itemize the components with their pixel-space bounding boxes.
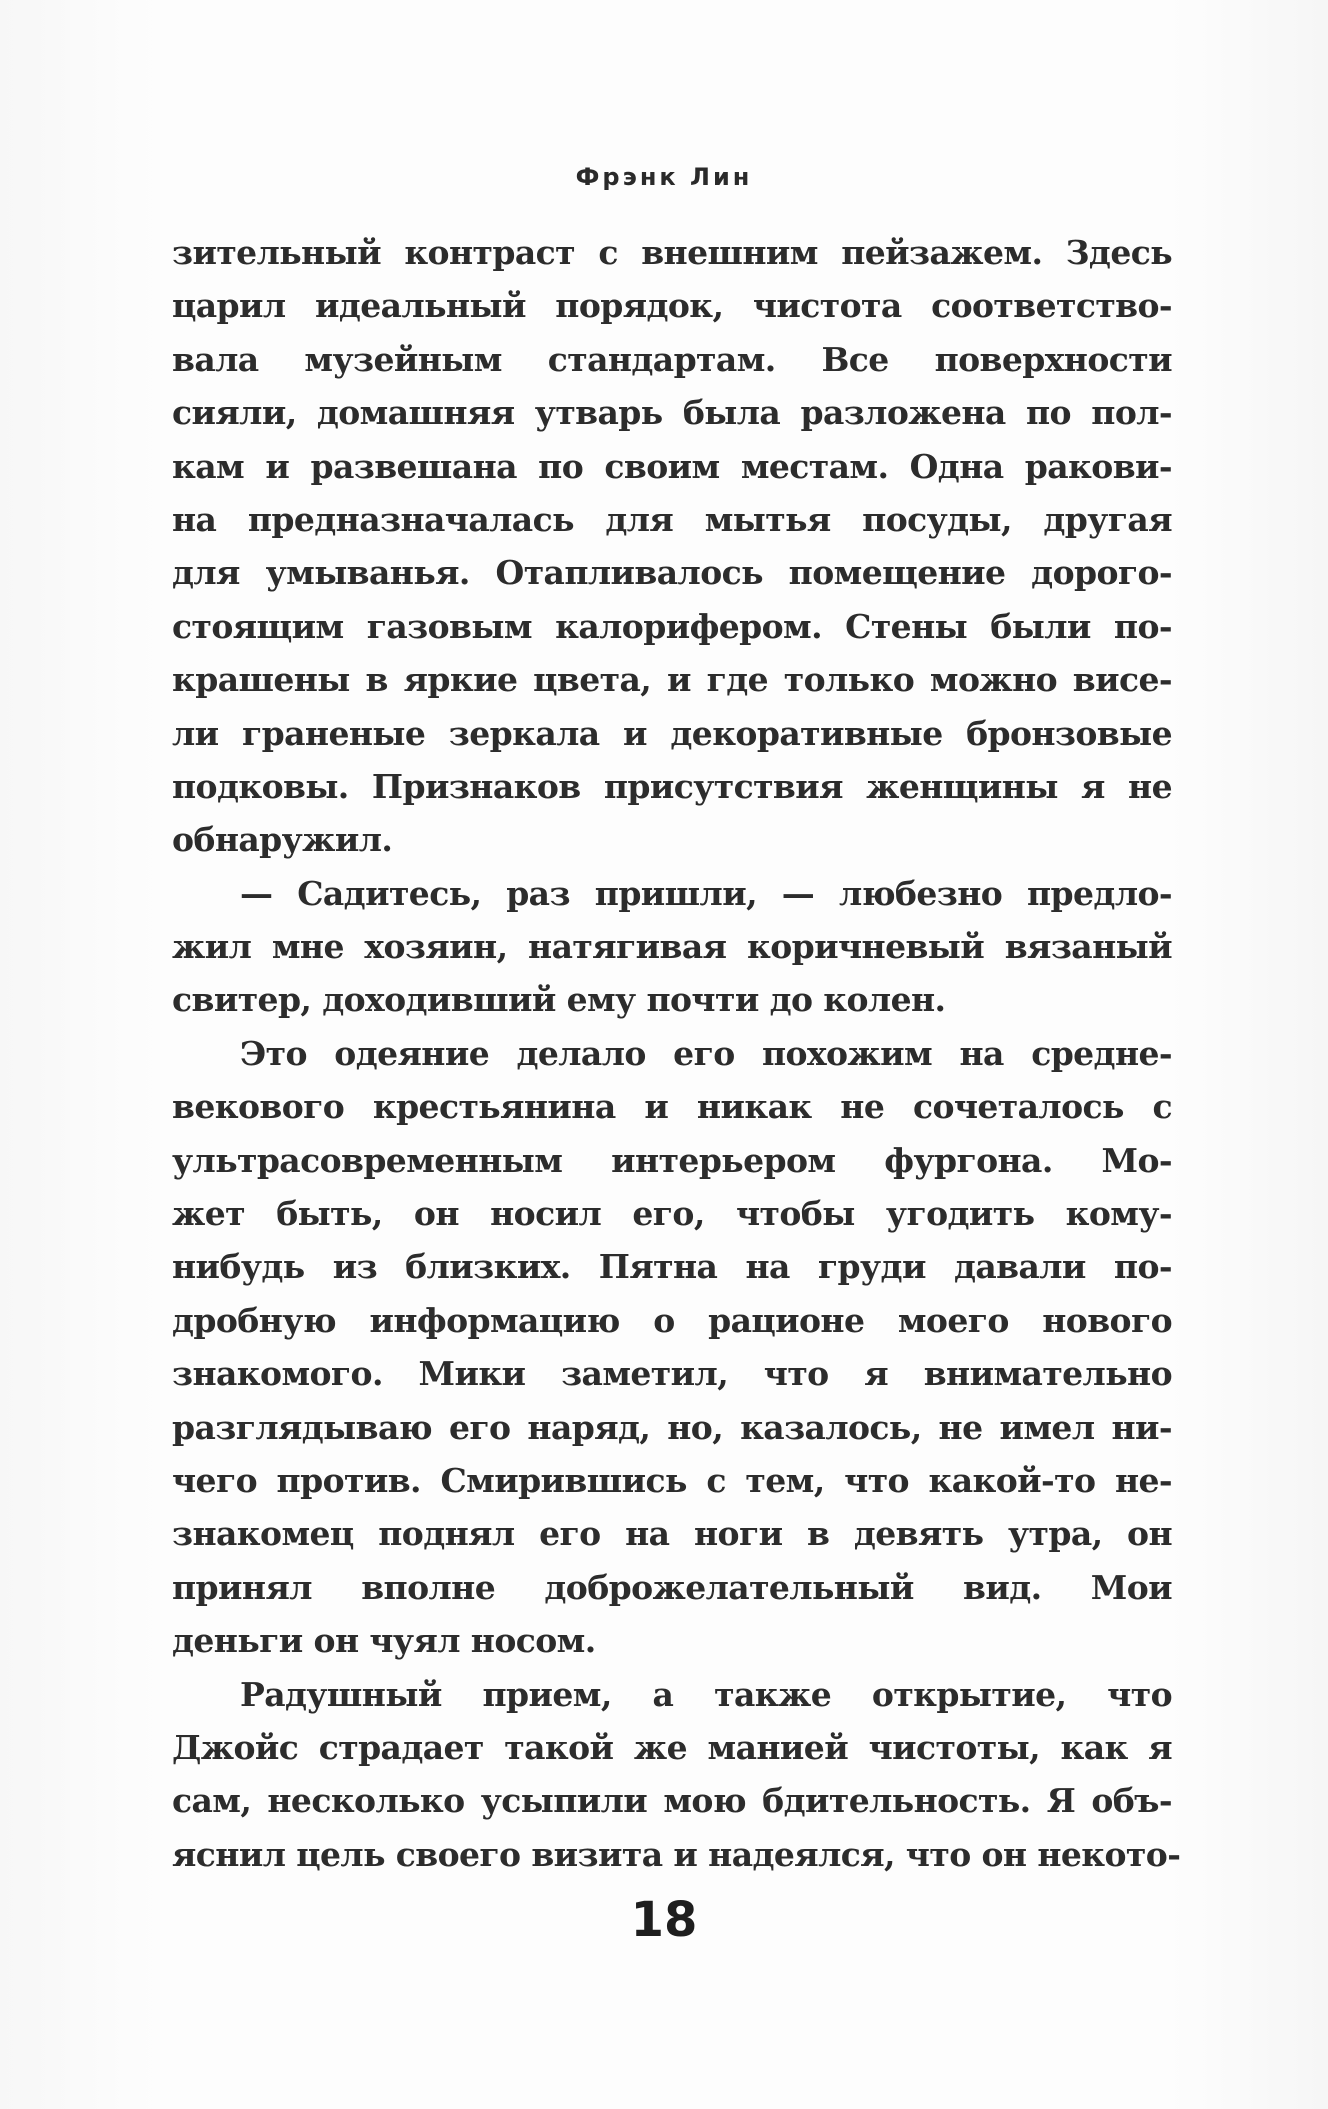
page-number: 18 <box>630 1892 698 1948</box>
text-line: жил мне хозяин, натягивая коричневый вязаный <box>172 927 1172 967</box>
text-line: яснил цель своего визита и надеялся, что он некото- <box>172 1834 1181 1874</box>
text-line: знакомого. Мики заметил, что я внимательно <box>172 1354 1172 1394</box>
text-line: жет быть, он носил его, чтобы угодить кому- <box>172 1194 1172 1234</box>
text-line: подковы. Признаков присутствия женщины я не <box>172 766 1172 806</box>
text-line: — Садитесь, раз пришли, — любезно предло- <box>240 873 1172 913</box>
running-title: Фрэнк Лин <box>575 163 753 191</box>
text-line: свитер, доходивший ему почти до колен. <box>172 980 946 1020</box>
text-line: сам, несколько усыпили мою бдительность. Я объ- <box>172 1781 1172 1821</box>
text-line: сияли, домашняя утварь была разложена по пол- <box>172 393 1172 433</box>
text-line: дробную информацию о рационе моего нового <box>172 1300 1172 1340</box>
text-line: на предназначалась для мытья посуды, другая <box>172 499 1172 539</box>
text-line: царил идеальный порядок, чистота соответство- <box>172 286 1172 326</box>
text-line: обнаружил. <box>172 820 393 860</box>
text-line: чего против. Смирившись с тем, что какой-то не- <box>172 1460 1172 1500</box>
text-line: крашены в яркие цвета, и где только можно висе- <box>172 660 1172 700</box>
text-line: нибудь из близких. Пятна на груди давали по- <box>172 1247 1172 1287</box>
body-text <box>172 226 1181 1881</box>
text-line: вала музейным стандартам. Все поверхности <box>172 339 1172 379</box>
text-line: принял вполне доброжелательный вид. Мои <box>172 1567 1172 1607</box>
text-line: деньги он чуял носом. <box>172 1621 596 1661</box>
text-line: знакомец поднял его на ноги в девять утра, он <box>172 1514 1172 1554</box>
text-line: векового крестьянина и никак не сочеталось с <box>172 1087 1172 1127</box>
text-line: Это одеяние делало его похожим на средне- <box>240 1033 1172 1073</box>
text-line: зительный контраст с внешним пейзажем. Здесь <box>172 233 1172 272</box>
text-line: разглядываю его наряд, но, казалось, не имел ни- <box>172 1407 1172 1447</box>
text-line: стоящим газовым калорифером. Стены были по- <box>172 606 1172 646</box>
text-line: ли граненые зеркала и декоративные бронзовые <box>172 713 1172 753</box>
text-line: для умыванья. Отапливалось помещение дорого- <box>172 553 1172 593</box>
text-line: Джойс страдает такой же манией чистоты, как я <box>172 1727 1172 1767</box>
text-line: кам и развешана по своим местам. Одна ракови- <box>172 446 1172 486</box>
text-line: ультрасовременным интерьером фургона. Мо- <box>172 1140 1172 1180</box>
text-line: Радушный прием, а также открытие, что <box>240 1674 1172 1714</box>
